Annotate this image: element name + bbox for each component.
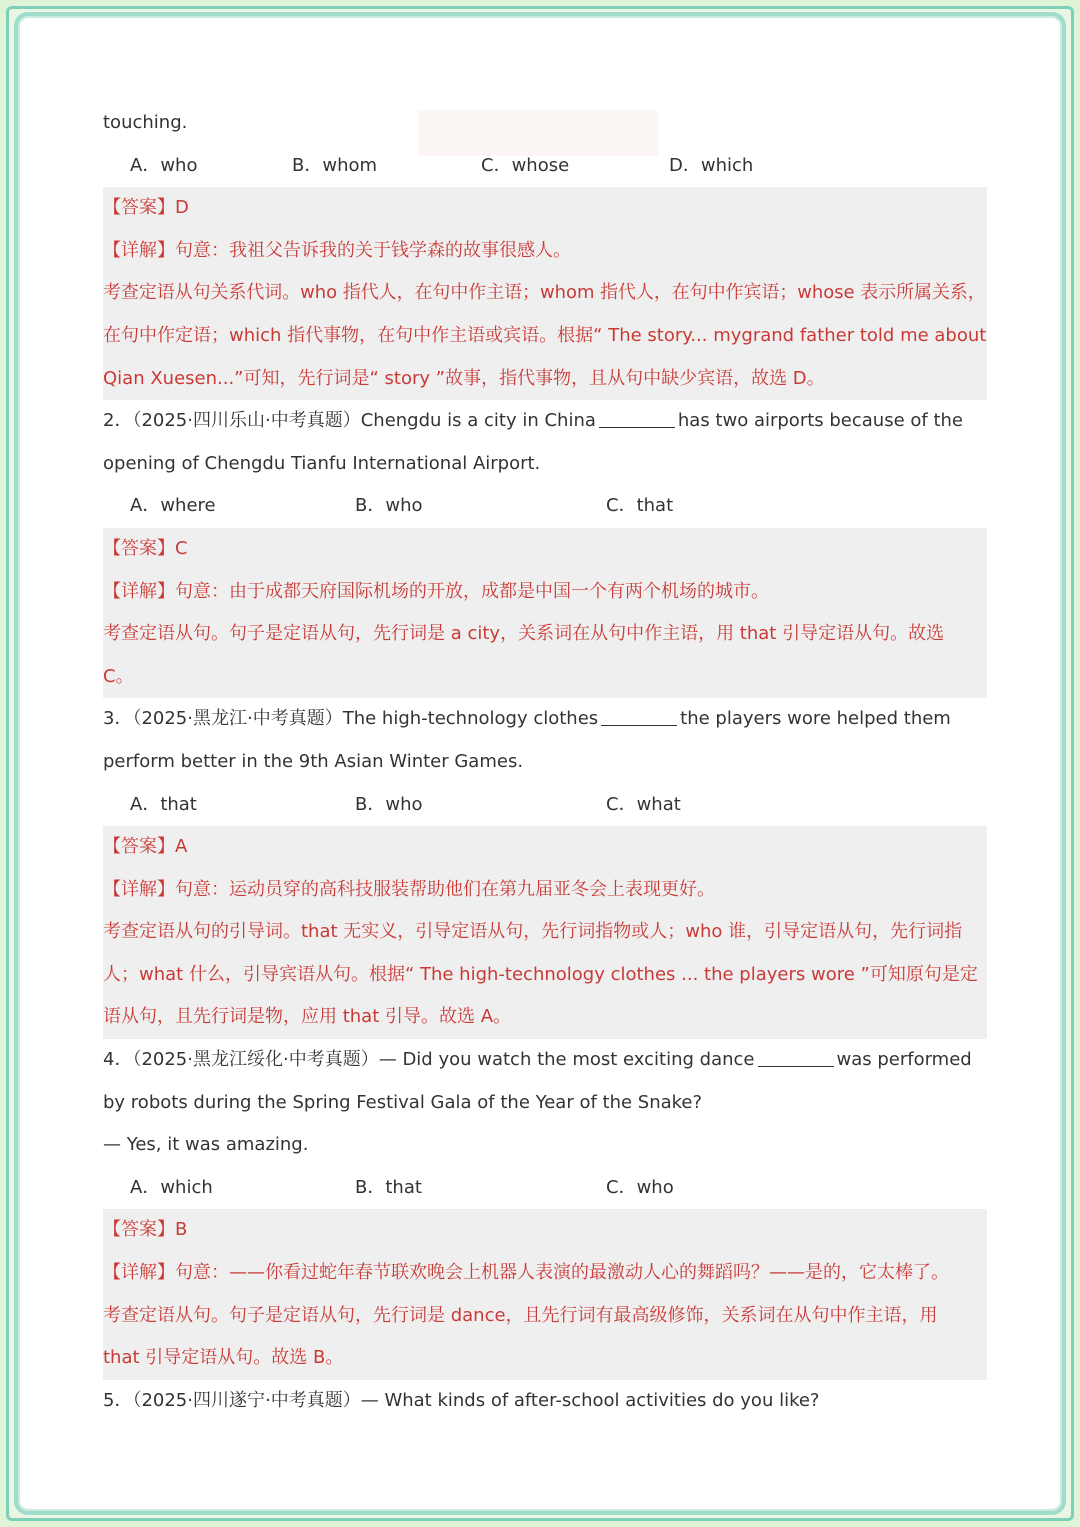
q2-stem bbox=[103, 400, 983, 443]
q4-stem-line2: by robots during the Spring Festival Gala of the Year of the Snake? bbox=[103, 1091, 703, 1113]
q2-option-a: A．where bbox=[130, 495, 216, 517]
q4-analysis-1: 考查定语从句。句子是定语从句，先行词是 dance，且先行词有最高级修饰，关系词在从句中作主语，用 bbox=[103, 1304, 938, 1326]
q1-option-c: C．whose bbox=[481, 154, 570, 176]
q2-options bbox=[103, 485, 983, 528]
q3-detail: 【详解】句意：运动员穿的高科技服装帮助他们在第九届亚冬会上表现更好。 bbox=[103, 878, 715, 900]
q5-text: — What kinds of after-school activities do you like? bbox=[360, 1389, 820, 1411]
q4-option-a: A．which bbox=[130, 1176, 213, 1198]
q3-options bbox=[103, 784, 983, 827]
q4-blank bbox=[758, 1044, 834, 1067]
q2-answer: 【答案】C bbox=[103, 537, 188, 559]
q2-analysis-1: 考查定语从句。句子是定语从句，先行词是 a city，关系词在从句中作主语，用 that 引导定语从句。故选 bbox=[103, 623, 945, 645]
q2-option-b: B．who bbox=[355, 495, 423, 517]
q4-answer: 【答案】B bbox=[103, 1219, 188, 1241]
q5-stem bbox=[103, 1380, 983, 1423]
q5-source: （2025·四川遂宁·中考真题） bbox=[132, 1389, 361, 1411]
q3-stem bbox=[103, 698, 983, 741]
q1-analysis-2: 在句中作定语；which 指代事物，在句中作主语或宾语。根据“ The story... mygrand father told me about bbox=[103, 324, 987, 346]
q4-options bbox=[103, 1167, 983, 1210]
q1-option-d: D．which bbox=[669, 154, 754, 176]
q4-option-c: C．who bbox=[606, 1176, 674, 1198]
q4-detail: 【详解】句意：——你看过蛇年春节联欢晚会上机器人表演的最激动人心的舞蹈吗？——是的，它太棒了。 bbox=[103, 1262, 949, 1284]
q2-answer-box bbox=[103, 528, 987, 698]
q4-text-before: — Did you watch the most exciting dance bbox=[378, 1049, 755, 1071]
q3-analysis-3: 语从句，且先行词是物，应用 that 引导。故选 A。 bbox=[103, 1006, 512, 1028]
q2-analysis-2: C。 bbox=[103, 665, 134, 687]
q1-analysis-1: 考查定语从句关系代词。who 指代人，在句中作主语；whom 指代人，在句中作宾语；whose 表示所属关系， bbox=[103, 282, 986, 304]
q2-blank bbox=[599, 405, 675, 428]
q3-number: 3． bbox=[103, 708, 133, 730]
q4-number: 4． bbox=[103, 1049, 133, 1071]
q3-text-after: the players wore helped them bbox=[680, 708, 951, 730]
q1-detail: 【详解】句意：我祖父告诉我的关于钱学森的故事很感人。 bbox=[103, 239, 571, 261]
q1-analysis-3: Qian Xuesen...”可知，先行词是“ story ”故事，指代事物，且从句中缺少宾语，故选 D。 bbox=[103, 367, 825, 389]
q1-answer-box bbox=[103, 187, 987, 400]
q3-stem-line2: perform better in the 9th Asian Winter Games. bbox=[103, 750, 524, 772]
q2-detail: 【详解】句意：由于成都天府国际机场的开放，成都是中国一个有两个机场的城市。 bbox=[103, 580, 769, 602]
q2-source: （2025·四川乐山·中考真题） bbox=[132, 410, 361, 432]
q5-number: 5． bbox=[103, 1389, 133, 1411]
q2-stem-line2: opening of Chengdu Tianfu International Airport. bbox=[103, 452, 541, 474]
q2-text-before: Chengdu is a city in China bbox=[360, 410, 596, 432]
q4-text-after: was performed bbox=[836, 1049, 972, 1071]
q1-tail: touching. bbox=[103, 112, 188, 133]
q3-option-b: B．who bbox=[355, 793, 423, 815]
q3-analysis-2: 人；what 什么，引导宾语从句。根据“ The high-technology clothes ... the players wore ”可知原句是定 bbox=[103, 963, 978, 985]
q3-option-c: C．what bbox=[606, 793, 681, 815]
q4-answer-box bbox=[103, 1209, 987, 1379]
q2-option-c: C．that bbox=[606, 495, 674, 517]
q1-options bbox=[103, 145, 983, 188]
q3-source: （2025·黑龙江·中考真题） bbox=[132, 708, 343, 730]
q3-analysis-1: 考查定语从句的引导词。that 无实义，引导定语从句，先行词指物或人；who 谁，引导定语从句，先行词指 bbox=[103, 921, 963, 943]
q4-stem bbox=[103, 1039, 983, 1082]
q4-stem-line3: — Yes, it was amazing. bbox=[103, 1134, 309, 1156]
q3-answer: 【答案】A bbox=[103, 836, 188, 858]
exercise-content bbox=[103, 102, 987, 1422]
q1-answer: 【答案】D bbox=[103, 197, 189, 219]
q4-source: （2025·黑龙江绥化·中考真题） bbox=[132, 1049, 379, 1071]
q4-option-b: B．that bbox=[355, 1176, 422, 1198]
q2-number: 2． bbox=[103, 410, 133, 432]
q3-option-a: A．that bbox=[130, 793, 197, 815]
q3-text-before: The high-technology clothes bbox=[342, 708, 599, 730]
q3-answer-box bbox=[103, 826, 987, 1039]
q1-option-a: A．who bbox=[130, 154, 198, 176]
q4-analysis-2: that 引导定语从句。故选 B。 bbox=[103, 1347, 344, 1369]
q2-text-after: has two airports because of the bbox=[677, 410, 963, 432]
q3-blank bbox=[601, 703, 677, 726]
q1-option-b: B．whom bbox=[292, 154, 378, 176]
